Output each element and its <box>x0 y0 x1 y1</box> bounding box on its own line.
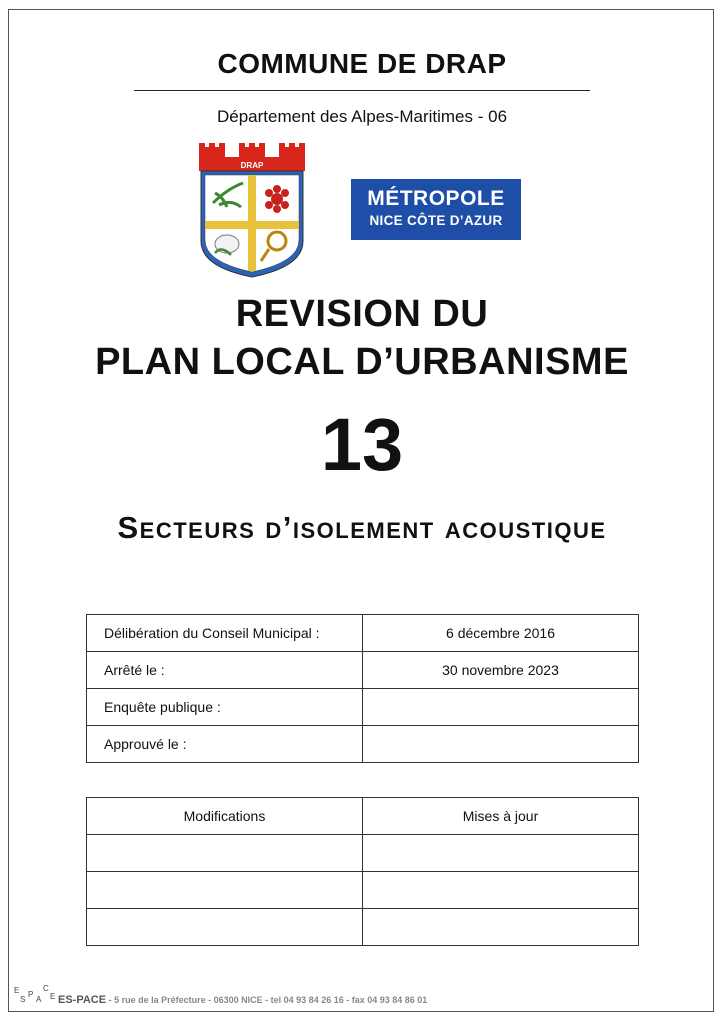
crest-label: DRAP <box>240 161 264 170</box>
row-label: Enquête publique : <box>87 689 363 726</box>
document-title-line2: PLAN LOCAL D’URBANISME <box>95 341 629 383</box>
table-cell <box>363 835 639 872</box>
row-label: Délibération du Conseil Municipal : <box>87 615 363 652</box>
row-value <box>363 689 639 726</box>
row-value <box>363 726 639 763</box>
row-label: Approuvé le : <box>87 726 363 763</box>
table-row <box>87 909 639 946</box>
table-row <box>87 726 639 763</box>
logo-letter: S <box>20 995 26 1004</box>
modifications-table <box>86 797 639 946</box>
table-row <box>87 835 639 872</box>
footer <box>14 986 427 1006</box>
row-value: 6 décembre 2016 <box>363 615 639 652</box>
logo-letter: A <box>36 995 42 1004</box>
logo-letter: P <box>28 990 34 999</box>
table-row <box>87 652 639 689</box>
logo-letter: E <box>14 986 20 995</box>
espace-logo <box>14 986 58 1006</box>
logo-letter: E <box>50 992 56 1001</box>
commune-title: COMMUNE DE DRAP <box>217 48 507 79</box>
column-header-updates: Mises à jour <box>363 798 639 835</box>
footer-brand: ES-PACE <box>58 994 107 1006</box>
table-header-row <box>87 798 639 835</box>
procedure-dates-table <box>86 614 639 763</box>
table-row <box>87 872 639 909</box>
document-subtitle: Secteurs d’isolement acoustique <box>117 510 607 545</box>
table-cell <box>87 909 363 946</box>
row-label: Arrêté le : <box>87 652 363 689</box>
document-number: 13 <box>320 403 404 486</box>
logo-letter: C <box>43 984 49 993</box>
metropole-logo <box>351 179 521 240</box>
table-row <box>87 615 639 652</box>
footer-address: - 5 rue de la Préfecture - 06300 NICE - tel 04 93 84 26 16 - fax 04 93 84 86 01 <box>106 995 428 1005</box>
row-value: 30 novembre 2023 <box>363 652 639 689</box>
metropole-line1: MÉTROPOLE <box>367 187 505 210</box>
table-row <box>87 689 639 726</box>
table-cell <box>87 835 363 872</box>
column-header-modifications: Modifications <box>87 798 363 835</box>
table-cell <box>363 872 639 909</box>
department-line: Département des Alpes-Maritimes - 06 <box>216 107 508 126</box>
table-cell <box>87 872 363 909</box>
table-cell <box>363 909 639 946</box>
header-divider <box>134 90 590 91</box>
document-title-line1: REVISION DU <box>235 293 489 335</box>
metropole-line2: NICE CÔTE D’AZUR <box>369 213 503 228</box>
drap-coat-of-arms-logo <box>197 141 307 279</box>
